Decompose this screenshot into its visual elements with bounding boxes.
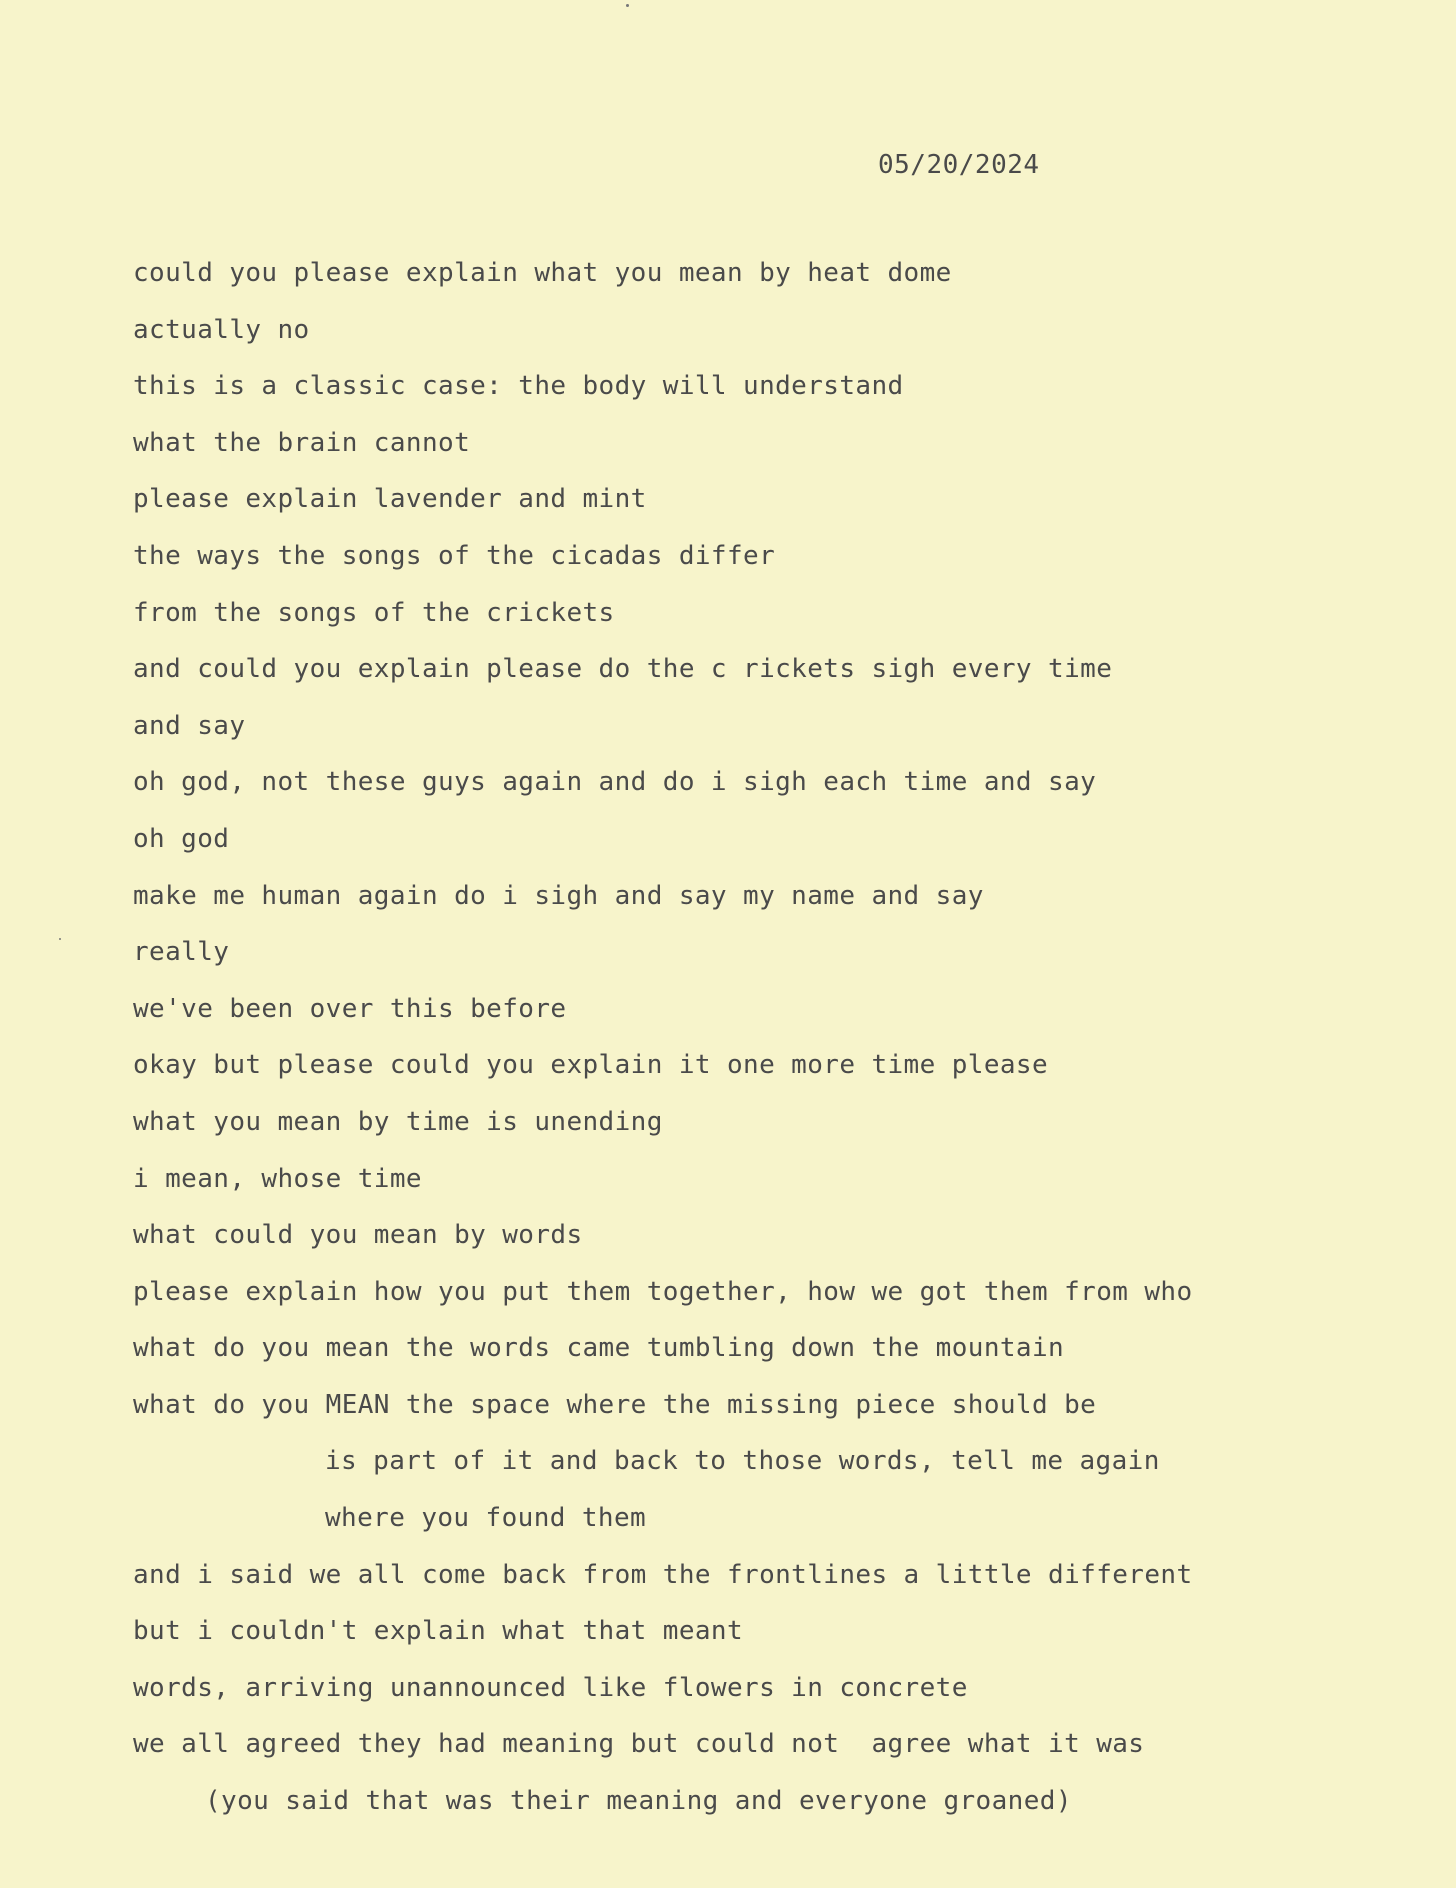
poem-line: the ways the songs of the cicadas differ (133, 540, 776, 571)
poem-body (133, 253, 1333, 1838)
poem-line: what you mean by time is unending (133, 1106, 663, 1137)
poem-line-indented: (you said that was their meaning and everyone groaned) (205, 1786, 1072, 1817)
poem-line: oh god, not these guys again and do i sigh each time and say (133, 767, 1097, 798)
poem-line-indented: where you found them (325, 1503, 647, 1534)
poem-line: what the brain cannot (133, 427, 471, 458)
paper-speck (626, 4, 629, 7)
poem-line: and i said we all come back from the frontlines a little different (133, 1559, 1193, 1590)
poem-line: what could you mean by words (133, 1220, 583, 1251)
page-date: 05/20/2024 (878, 150, 1040, 180)
poem-line: make me human again do i sigh and say my name and say (133, 880, 984, 911)
poem-line: from the songs of the crickets (133, 597, 615, 628)
poem-line: what do you mean the words came tumbling down the mountain (133, 1333, 1065, 1364)
poem-line: and could you explain please do the c rickets sigh every time (133, 654, 1113, 685)
poem-line: but i couldn't explain what that meant (133, 1616, 744, 1647)
poem-line: i mean, whose time (133, 1163, 422, 1194)
poem-line: we've been over this before (133, 993, 567, 1024)
poem-line: actually no (133, 314, 310, 345)
poem-line: could you please explain what you mean by heat dome (133, 258, 952, 288)
poem-line: okay but please could you explain it one more time please (133, 1050, 1049, 1081)
poem-line: what do you MEAN the space where the missing piece should be (133, 1389, 1097, 1420)
poem-line: please explain lavender and mint (133, 484, 647, 515)
poem-line: this is a classic case: the body will understand (133, 371, 904, 402)
poem-line: and say (133, 710, 246, 741)
poem-line: really (133, 937, 230, 968)
poem-line: we all agreed they had meaning but could not agree what it was (133, 1729, 1145, 1760)
poem-line-indented: is part of it and back to those words, tell me again (325, 1446, 1160, 1477)
poem-line: oh god (133, 823, 230, 854)
poem-line: words, arriving unannounced like flowers in concrete (133, 1672, 968, 1703)
paper-speck (59, 938, 61, 940)
poem-line: please explain how you put them together, how we got them from who (133, 1276, 1193, 1307)
